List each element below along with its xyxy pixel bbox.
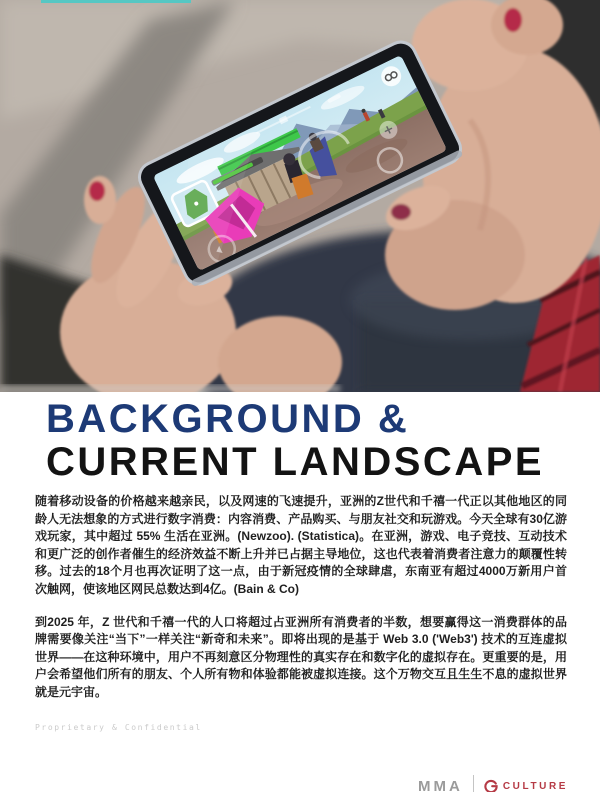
footer-logos — [418, 779, 568, 792]
left-thumb-nail — [89, 181, 105, 201]
confidential-note: Proprietary & Confidential — [35, 723, 202, 732]
paragraph-1: 随着移动设备的价格越来越亲民，以及网速的飞速提升，亚洲的Z世代和千禧一代正以其他地区的同龄人无法想象的方式进行数字消费：内容消费、产品购买、与朋友社交和玩游戏。今天全球有30亿游戏玩家，其中超过 55% 生活在亚洲。(Newzoo). (Statistica)。在亚洲，游戏、电子竞技、互动技术和更广泛的创作者催生的经济效益不断上升并已占据主导地位，这也代表着消费者注意力的颠覆性转移。过去的18个月也再次证明了这一点，由于新冠疫情的全球肆虐，东南亚有超过4000万新用户首次触网，使该地区网民总数达到4亿。(Bain & Co) — [35, 494, 567, 596]
right-thumb-nail — [391, 204, 411, 220]
paragraph-2: 到2025 年，Z 世代和千禧一代的人口将超过占亚洲所有消费者的半数，想要赢得这一消费群体的品牌需要像关注“当下”一样关注“新奇和未来”。即将出现的是基于 Web 3.0 ('Web3') 技术的互连虚拟世界——在这种环境中，用户不再刻意区分物理性的真实存在和数字化的虚拟存在。更重要的是，用户会希望他们所有的朋友、个人所有物和体验都能被虚拟连接。这个万物交互且生生不息的虚拟世界就是元宇宙。 — [35, 614, 567, 699]
culture-logo-text: CULTURE — [502, 781, 569, 792]
right-finger-nail — [504, 8, 522, 32]
culture-logo — [484, 779, 568, 792]
page-title-line1: BACKGROUND & — [46, 397, 410, 441]
photo-bottom-fade — [0, 385, 340, 392]
hero-photo — [0, 0, 600, 392]
mma-logo: MMA — [418, 778, 463, 792]
page-title — [46, 398, 544, 484]
top-teal-strip — [41, 0, 191, 3]
logo-divider — [473, 775, 474, 792]
culture-g-icon — [484, 779, 498, 792]
page-title-line2: CURRENT LANDSCAPE — [46, 440, 545, 484]
hero-photo-svg — [0, 0, 600, 392]
body-content — [35, 493, 567, 717]
